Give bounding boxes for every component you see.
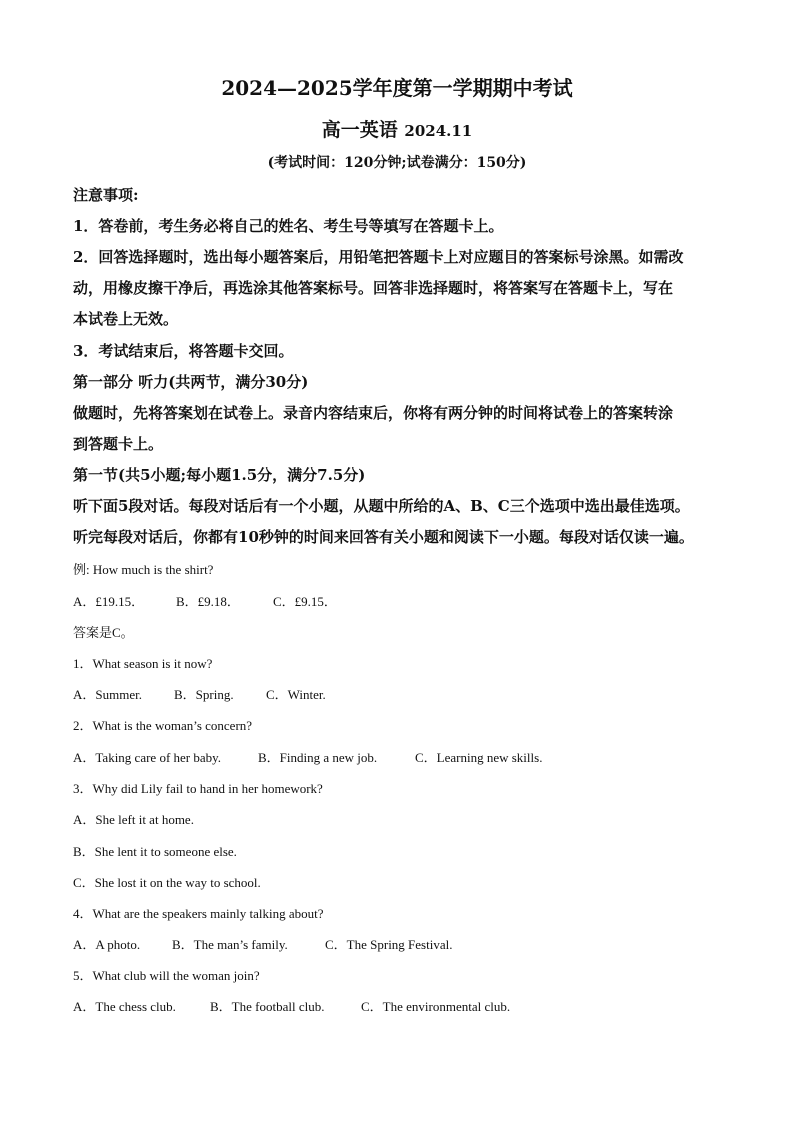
section1-heading: 第一节(共5小题;每小题1.5分，满分7.5分)	[73, 466, 366, 484]
option: A．Taking care of her baby.	[73, 750, 222, 765]
question-3: 3．Why did Lily fail to hand in her homework?	[73, 781, 323, 796]
question-5: 5．What club will the woman join?	[73, 968, 260, 983]
question-1-options	[73, 684, 326, 703]
question-1: 1．What season is it now?	[73, 656, 213, 671]
option: C．Winter.	[266, 687, 326, 702]
note-line: 动，用橡皮擦干净后，再选涂其他答案标号。回答非选择题时，将答案写在答题卡上，写在	[73, 279, 674, 297]
question-4: 4．What are the speakers mainly talking about?	[73, 906, 324, 921]
option: B．Finding a new job.	[258, 750, 378, 765]
option: B．The football club.	[210, 999, 325, 1014]
exam-date: 2024.11	[404, 122, 473, 140]
notes-heading: 注意事项:	[73, 186, 139, 204]
option: A．£19.15．	[73, 594, 145, 609]
part1-heading: 第一部分 听力(共两节，满分30分)	[73, 373, 309, 391]
option: A．Summer.	[73, 687, 142, 702]
option: A．A photo.	[73, 937, 141, 952]
option: B．£9.18．	[176, 594, 240, 609]
option: B．The man’s family.	[172, 937, 288, 952]
question-5-options	[73, 996, 510, 1015]
question-4-options	[73, 934, 452, 953]
exam-title: 2024—2025学年度第一学期期中考试	[221, 76, 573, 100]
question-3-option-c: C．She lost it on the way to school.	[73, 875, 261, 890]
part1-instruction: 做题时，先将答案划在试卷上。录音内容结束后，你将有两分钟的时间将试卷上的答案转涂	[73, 404, 674, 422]
option: C．Learning new skills.	[415, 750, 543, 765]
note-line: 2．回答选择题时，选出每小题答案后，用铅笔把答题卡上对应题目的答案标号涂黑。如需改	[73, 248, 684, 266]
option: B．Spring.	[174, 687, 234, 702]
option: A．The chess club.	[73, 999, 176, 1014]
exam-info: (考试时间：120分钟;试卷满分：150分)	[267, 155, 527, 171]
subject-line	[0, 115, 794, 142]
question-3-option-b: B．She lent it to someone else.	[73, 844, 237, 859]
option: C．The environmental club.	[361, 999, 511, 1014]
question-2-options	[73, 747, 542, 766]
section1-instruction: 听完每段对话后，你都有10秒钟的时间来回答有关小题和阅读下一小题。每段对话仅读一遍。	[73, 528, 694, 546]
example-answer: 答案是C。	[73, 625, 134, 640]
section1-instruction: 听下面5段对话。每段对话后有一个小题，从题中所给的A、B、C三个选项中选出最佳选项。	[73, 497, 690, 515]
option: C．The Spring Festival.	[325, 937, 453, 952]
note-line: 3．考试结束后，将答题卡交回。	[73, 342, 294, 360]
note-line: 1．答卷前，考生务必将自己的姓名、考生号等填写在答题卡上。	[73, 217, 504, 235]
example-options	[73, 591, 337, 610]
question-3-option-a: A．She left it at home.	[73, 812, 194, 827]
option: C．£9.15．	[273, 594, 337, 609]
question-2: 2．What is the woman’s concern?	[73, 718, 253, 733]
note-line: 本试卷上无效。	[73, 310, 179, 328]
subject-name: 高一英语	[321, 119, 398, 141]
example-question: 例: How much is the shirt?	[73, 562, 214, 577]
part1-instruction: 到答题卡上。	[73, 435, 164, 453]
